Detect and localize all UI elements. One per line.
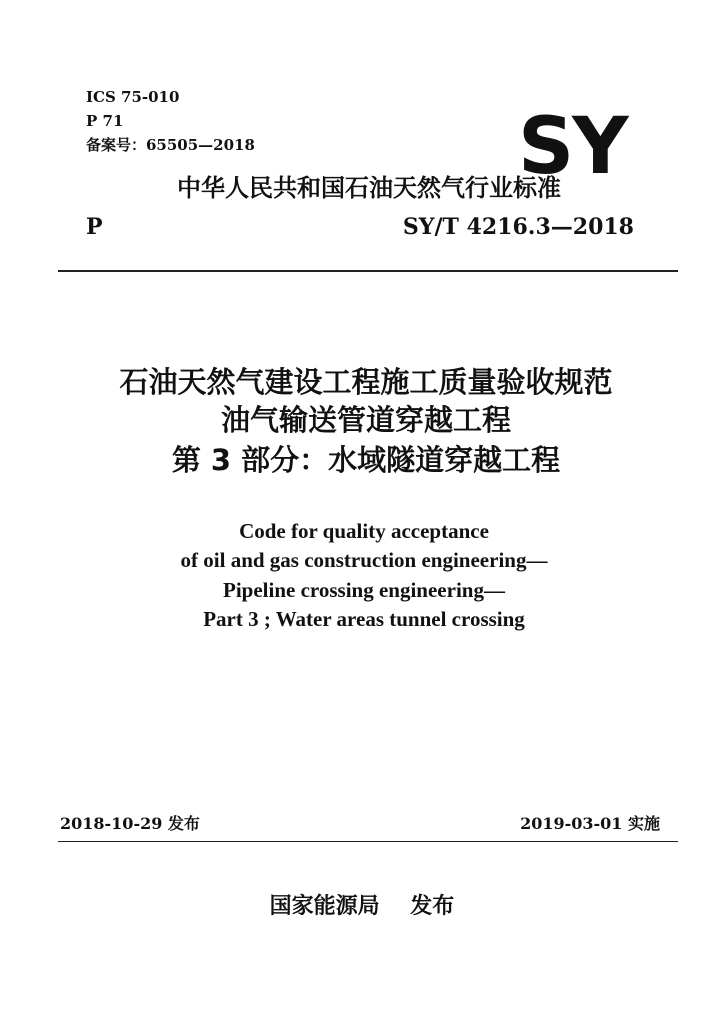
- en-title-line-2: of oil and gas construction engineering—: [180, 548, 548, 572]
- industry-standard-heading: 中华人民共和国石油天然气行业标准: [177, 174, 561, 202]
- en-title-line-1: Code for quality acceptance: [239, 519, 489, 543]
- bottom-divider: [58, 841, 678, 842]
- standard-number: SY/T 4216.3—2018: [402, 214, 634, 240]
- category-letter: P: [86, 214, 103, 240]
- publisher: 国家能源局 发布: [269, 894, 455, 919]
- en-title-line-3: Pipeline crossing engineering—: [223, 578, 505, 602]
- classification-code: P 71: [86, 112, 124, 130]
- release-date: 2018-10-29 发布: [60, 814, 200, 833]
- sy-logo: SY: [518, 102, 627, 192]
- en-title-line-4: Part 3 ; Water areas tunnel crossing: [203, 607, 525, 631]
- cn-title-line-3: 第 3 部分：水域隧道穿越工程: [171, 443, 561, 477]
- ics-code: ICS 75-010: [86, 88, 180, 106]
- cn-title-line-2: 油气输送管道穿越工程: [220, 403, 511, 437]
- cn-title-line-1: 石油天然气建设工程施工质量验收规范: [119, 365, 613, 399]
- implementation-date: 2019-03-01 实施: [520, 814, 660, 833]
- filing-number: 备案号：65505—2018: [86, 136, 255, 154]
- top-divider: [58, 270, 678, 272]
